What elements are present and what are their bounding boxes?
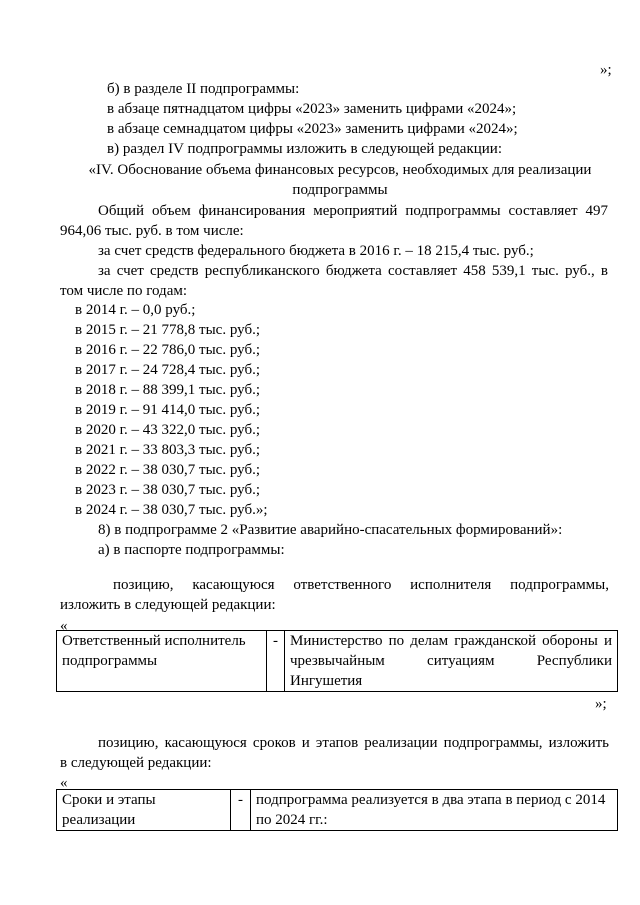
executor-value-cell — [285, 631, 618, 692]
section-heading-line2: подпрограммы — [292, 182, 388, 198]
year-line: в 2015 г. – 21 778,8 тыс. руб.; — [75, 322, 260, 338]
total-funding-line2: 964,06 тыс. руб. в том числе: — [60, 223, 244, 239]
federal-budget-line: за счет средств федерального бюджета в 2016 г. – 18 215,4 тыс. руб.; — [98, 243, 534, 259]
item-8-line: 8) в подпрограмме 2 «Развитие аварийно-спасательных формирований»: — [98, 522, 563, 538]
year-line: в 2022 г. – 38 030,7 тыс. руб.; — [75, 462, 260, 478]
section-heading-line1: «IV. Обоснование объема финансовых ресурсов, необходимых для реализации — [88, 162, 592, 178]
executor-label-cell: Ответственный исполнитель подпрограммы — [57, 631, 267, 692]
terms-value-cell: подпрограмма реализуется в два этапа в период с 2014 по 2024 гг.: — [251, 790, 618, 831]
year-line: в 2017 г. – 24 728,4 тыс. руб.; — [75, 362, 260, 378]
year-line: в 2019 г. – 91 414,0 тыс. руб.; — [75, 402, 260, 418]
position-executor-line2: изложить в следующей редакции: — [60, 597, 276, 613]
position-terms-line2: в следующей редакции: — [60, 755, 212, 771]
executor-value-line2: чрезвычайным ситуациям Республики — [290, 653, 612, 669]
republic-budget-line1: за счет средств республиканского бюджета составляет 458 539,1 тыс. руб., в — [98, 263, 608, 279]
year-line: в 2024 г. – 38 030,7 тыс. руб.»; — [75, 502, 268, 518]
closing-quote-top: »; — [600, 62, 612, 78]
position-executor-line1: позицию, касающуюся ответственного исполнителя подпрограммы, — [113, 577, 609, 593]
item-v-line: в) раздел IV подпрограммы изложить в следующей редакции: — [107, 141, 502, 157]
paragraph-17-line: в абзаце семнадцатом цифры «2023» заменить цифрами «2024»; — [107, 121, 518, 137]
total-funding-line1: Общий объем финансирования мероприятий подпрограммы составляет 497 — [98, 203, 608, 219]
year-line: в 2016 г. – 22 786,0 тыс. руб.; — [75, 342, 260, 358]
year-line: в 2021 г. – 33 803,3 тыс. руб.; — [75, 442, 260, 458]
executor-value-line1: Министерство по делам гражданской обороны и — [290, 633, 612, 649]
paragraph-15-line: в абзаце пятнадцатом цифры «2023» заменить цифрами «2024»; — [107, 101, 517, 117]
year-line: в 2014 г. – 0,0 руб.; — [75, 302, 196, 318]
dash-cell: - — [231, 790, 251, 831]
terms-table — [56, 789, 618, 831]
year-line: в 2023 г. – 38 030,7 тыс. руб.; — [75, 482, 260, 498]
item-b-line: б) в разделе II подпрограммы: — [107, 81, 300, 97]
republic-budget-line2: том числе по годам: — [60, 283, 188, 299]
item-a-line: а) в паспорте подпрограммы: — [98, 542, 285, 558]
executor-table — [56, 630, 618, 692]
executor-value-line3: Ингушетия — [290, 673, 363, 689]
year-line: в 2020 г. – 43 322,0 тыс. руб.; — [75, 422, 260, 438]
dash-cell: - — [267, 631, 285, 692]
opening-quote: « — [60, 775, 68, 791]
position-terms-line1: позицию, касающуюся сроков и этапов реализации подпрограммы, изложить — [98, 735, 609, 751]
closing-quote: »; — [595, 696, 607, 712]
terms-label-cell: Сроки и этапы реализации — [57, 790, 231, 831]
year-line: в 2018 г. – 88 399,1 тыс. руб.; — [75, 382, 260, 398]
opening-quote: « — [60, 618, 68, 634]
